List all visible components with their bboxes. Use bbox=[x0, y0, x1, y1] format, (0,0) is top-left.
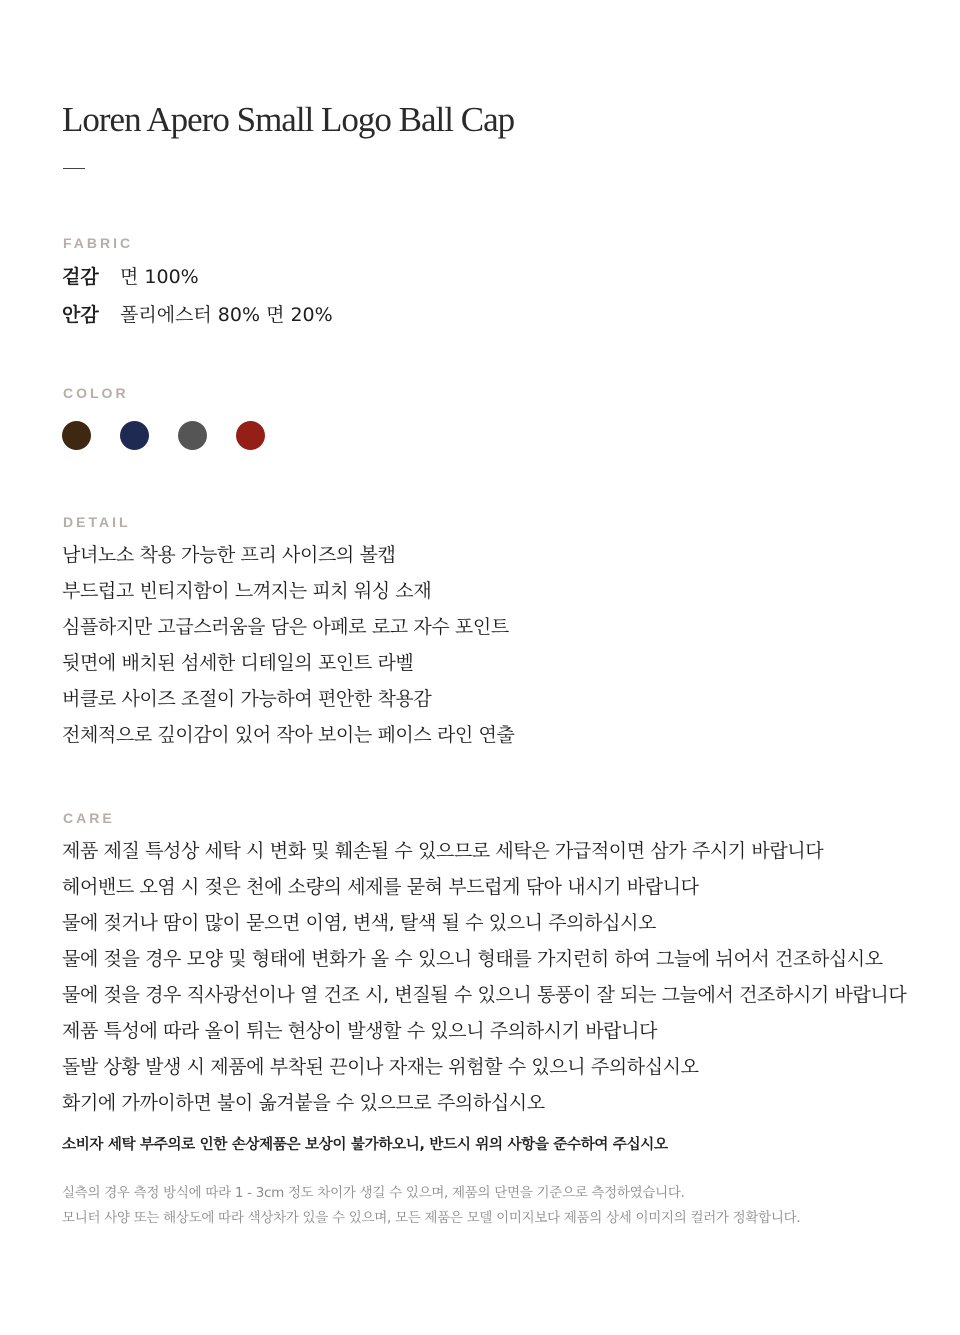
care-line: 제품 특성에 따라 올이 튀는 현상이 발생할 수 있으니 주의하시기 바랍니다 bbox=[62, 1020, 658, 1042]
fabric-row-inner bbox=[62, 300, 333, 327]
care-line: 물에 젖을 경우 모양 및 형태에 변화가 올 수 있으니 형태를 가지런히 하여 그늘에 뉘어서 건조하십시오 bbox=[62, 948, 883, 970]
fabric-value-outer: 면 100% bbox=[120, 266, 199, 288]
care-line: 헤어밴드 오염 시 젖은 천에 소량의 세제를 묻혀 부드럽게 닦아 내시기 바랍니다 bbox=[62, 876, 699, 898]
care-line: 화기에 가까이하면 불이 옮겨붙을 수 있으므로 주의하십시오 bbox=[62, 1092, 545, 1114]
note-line: 실측의 경우 측정 방식에 따라 1 - 3cm 정도 차이가 생길 수 있으며, 제품의 단면을 기준으로 측정하였습니다. bbox=[62, 1185, 685, 1201]
color-swatch-brown bbox=[62, 421, 91, 450]
care-line: 돌발 상황 발생 시 제품에 부착된 끈이나 자재는 위험할 수 있으니 주의하십시오 bbox=[62, 1056, 699, 1078]
fabric-row-outer bbox=[62, 262, 199, 289]
product-title: Loren Apero Small Logo Ball Cap bbox=[62, 100, 515, 139]
notes bbox=[62, 1181, 800, 1231]
care-list bbox=[62, 833, 906, 1121]
care-warning: 소비자 세탁 부주의로 인한 손상제품은 보상이 불가하오니, 반드시 위의 사항을 준수하여 주십시오 bbox=[62, 1137, 668, 1153]
note-line: 모니터 사양 또는 해상도에 따라 색상차가 있을 수 있으며, 모든 제품은 모델 이미지보다 제품의 상세 이미지의 컬러가 정확합니다. bbox=[62, 1210, 801, 1226]
care-label: CARE bbox=[63, 810, 115, 826]
detail-list bbox=[62, 537, 514, 753]
fabric-key-outer: 겉감 bbox=[62, 266, 99, 288]
fabric-key-inner: 안감 bbox=[62, 304, 99, 326]
color-swatch-red bbox=[236, 421, 265, 450]
detail-line: 버클로 사이즈 조절이 가능하여 편안한 착용감 bbox=[62, 688, 432, 710]
color-swatch-gray bbox=[178, 421, 207, 450]
fabric-label: FABRIC bbox=[63, 235, 134, 251]
title-divider bbox=[63, 168, 85, 169]
color-label: COLOR bbox=[63, 385, 129, 401]
care-line: 제품 제질 특성상 세탁 시 변화 및 훼손될 수 있으므로 세탁은 가급적이면 삼가 주시기 바랍니다 bbox=[62, 840, 824, 862]
fabric-value-inner: 폴리에스터 80% 면 20% bbox=[120, 304, 333, 326]
detail-label: DETAIL bbox=[63, 514, 131, 530]
color-swatch-navy bbox=[120, 421, 149, 450]
care-line: 물에 젖거나 땀이 많이 묻으면 이염, 변색, 탈색 될 수 있으니 주의하십시오 bbox=[62, 912, 656, 934]
detail-line: 심플하지만 고급스러움을 담은 아페로 로고 자수 포인트 bbox=[62, 616, 509, 638]
detail-line: 뒷면에 배치된 섬세한 디테일의 포인트 라벨 bbox=[62, 652, 414, 674]
detail-line: 부드럽고 빈티지함이 느껴지는 피치 워싱 소재 bbox=[62, 580, 432, 602]
detail-line: 전체적으로 깊이감이 있어 작아 보이는 페이스 라인 연출 bbox=[62, 724, 515, 746]
detail-line: 남녀노소 착용 가능한 프리 사이즈의 볼캡 bbox=[62, 544, 396, 566]
care-line: 물에 젖을 경우 직사광선이나 열 건조 시, 변질될 수 있으니 통풍이 잘 되는 그늘에서 건조하시기 바랍니다 bbox=[62, 984, 907, 1006]
